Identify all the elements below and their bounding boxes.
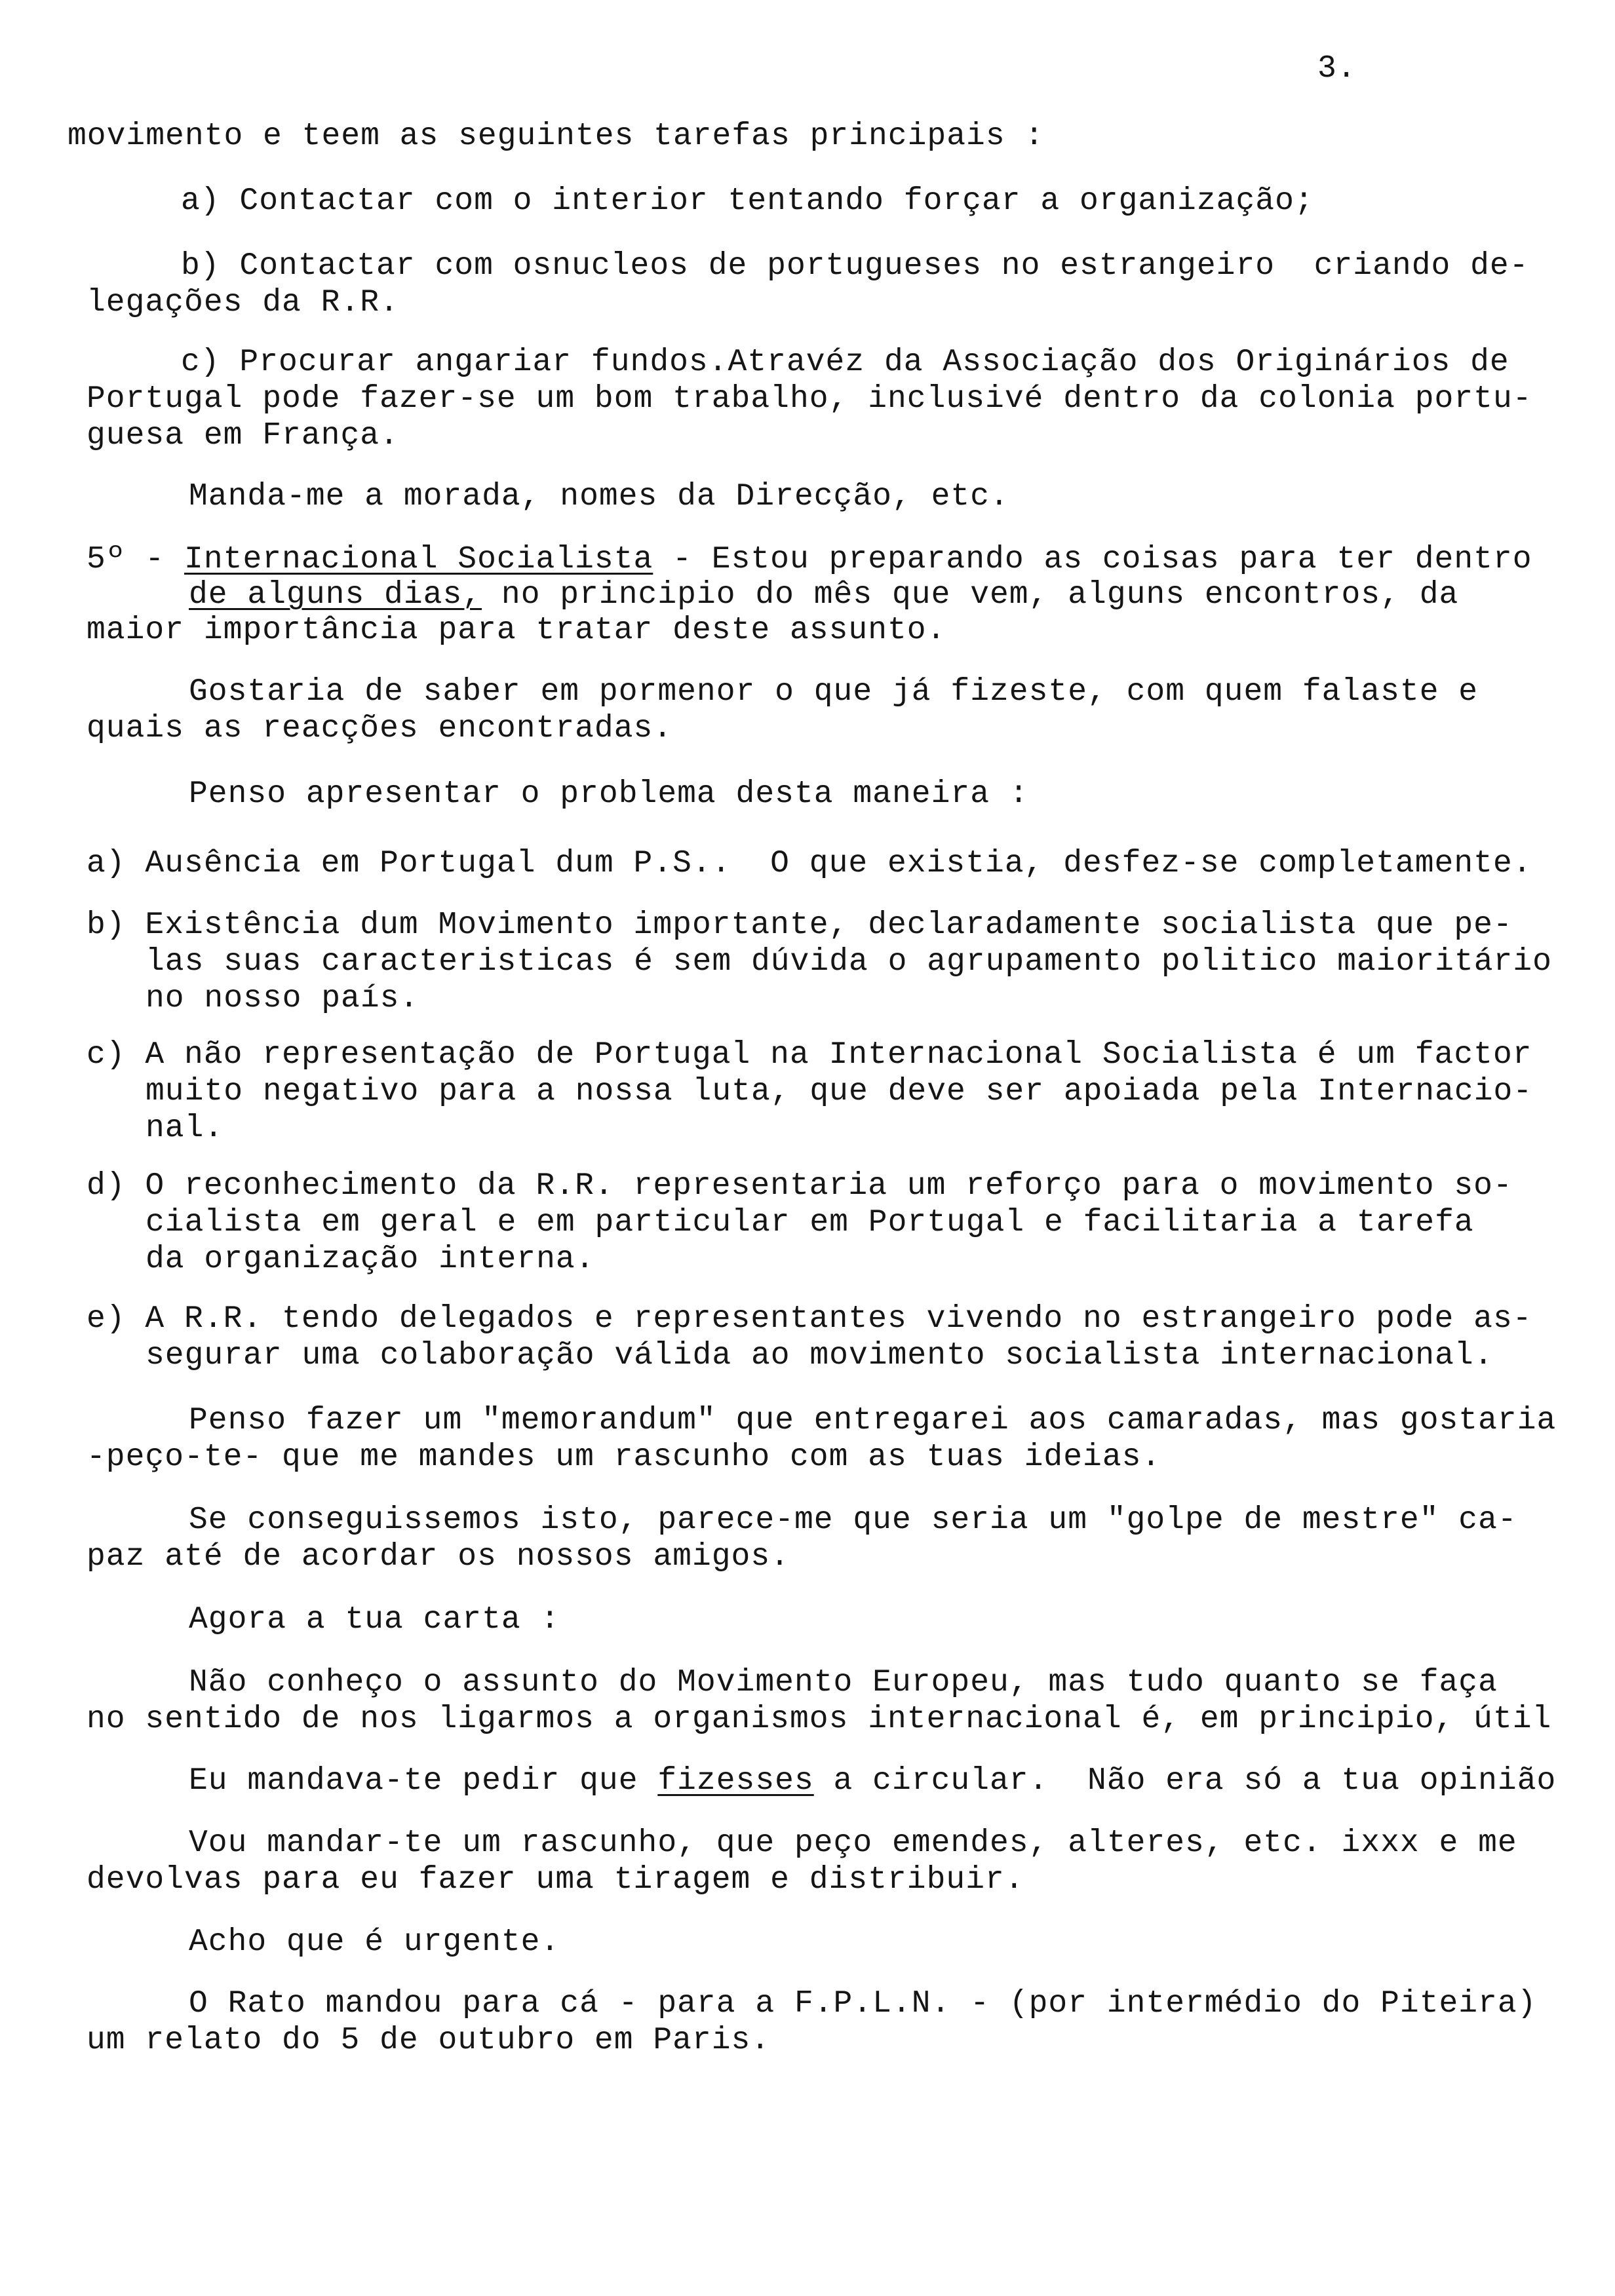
text-line: da organização interna. (146, 1242, 595, 1277)
text-line (189, 1763, 1556, 1799)
text-line: Manda-me a morada, nomes da Direcção, etc. (189, 479, 1009, 514)
text-line: a) Ausência em Portugal dum P.S.. O que existia, desfez-se completamente. (87, 846, 1532, 881)
text-line: nal. (146, 1111, 224, 1146)
text-fragment: Eu mandava-te pedir que (189, 1763, 658, 1799)
text-fragment: - Estou preparando as coisas para ter dentro (653, 542, 1532, 577)
text-line: las suas caracteristicas é sem dúvida o agrupamento politico maioritário (146, 944, 1552, 980)
text-fragment: a circular. Não era só a tua opinião (813, 1763, 1557, 1799)
text-fragment: e me (1419, 1826, 1517, 1861)
text-line: e) A R.R. tendo delegados e representantes vivendo no estrangeiro pode as- (87, 1301, 1532, 1337)
text-line: Penso apresentar o problema desta maneira : (189, 776, 1029, 812)
text-line: devolvas para eu fazer uma tiragem e distribuir. (87, 1862, 1024, 1898)
text-line: d) O reconhecimento da R.R. representaria um reforço para o movimento so- (87, 1168, 1513, 1204)
text-line: Não conheço o assunto do Movimento Europeu, mas tudo quanto se faça (189, 1665, 1498, 1700)
text-line: b) Existência dum Movimento importante, declaradamente socialista que pe- (87, 908, 1513, 943)
text-line: Gostaria de saber em pormenor o que já fizeste, com quem falaste e (189, 674, 1479, 710)
text-line: um relato do 5 de outubro em Paris. (87, 2023, 771, 2058)
text-line: maior importância para tratar deste assunto. (87, 613, 946, 648)
text-line (189, 1825, 1517, 1862)
text-line: quais as reacções encontradas. (87, 711, 673, 746)
text-line: Acho que é urgente. (189, 1924, 560, 1960)
text-line: b) Contactar com osnucleos de portugueses no estrangeiro criando de- (181, 248, 1529, 284)
text-line: guesa em França. (87, 418, 399, 453)
text-line: muito negativo para a nossa luta, que deve ser apoiada pela Internacio- (146, 1074, 1533, 1109)
underlined-text: de alguns dias, (189, 577, 482, 613)
text-line: no sentido de nos ligarmos a organismos internacional é, em principio, útil (87, 1702, 1552, 1737)
section-heading: Internacional Socialista (184, 542, 653, 577)
section-number: 5º - (87, 542, 185, 577)
text-line: legações da R.R. (87, 285, 399, 320)
text-line: segurar uma colaboração válida ao movimento socialista internacional. (146, 1338, 1494, 1373)
text-line: c) A não representação de Portugal na Internacional Socialista é um factor (87, 1037, 1532, 1073)
text-line: paz até de acordar os nossos amigos. (87, 1539, 790, 1575)
text-line: Se conseguissemos isto, parece-me que seria um "golpe de mestre" ca- (189, 1502, 1517, 1538)
text-line (87, 541, 1532, 578)
text-line: a) Contactar com o interior tentando forçar a organização; (181, 183, 1314, 219)
text-line: O Rato mandou para cá - para a F.P.L.N. - (por intermédio do Piteira) (189, 1986, 1537, 2021)
text-line: Portugal pode fazer-se um bom trabalho, inclusivé dentro da colonia portu- (87, 381, 1532, 417)
text-fragment: no principio do mês que vem, alguns encontros, da (482, 577, 1459, 613)
text-line: Penso fazer um "memorandum" que entregarei aos camaradas, mas gostaria (189, 1403, 1557, 1438)
text-fragment: Vou mandar-te um rascunho, que peço emendes, alteres, etc. (189, 1826, 1342, 1861)
struck-out-text: ixxx (1341, 1826, 1420, 1861)
text-line: cialista em geral e em particular em Portugal e facilitaria a tarefa (146, 1205, 1474, 1240)
text-line: movimento e teem as seguintes tarefas principais : (68, 119, 1045, 154)
underlined-text: fizesses (657, 1763, 814, 1799)
text-line: no nosso país. (146, 981, 419, 1016)
text-line: Agora a tua carta : (189, 1602, 560, 1637)
text-line (189, 577, 1458, 613)
text-line: -peço-te- que me mandes um rascunho com as tuas ideias. (87, 1440, 1161, 1475)
page-number: 3. (1317, 51, 1357, 86)
text-line: c) Procurar angariar fundos.Atravéz da Associação dos Originários de (181, 345, 1509, 380)
